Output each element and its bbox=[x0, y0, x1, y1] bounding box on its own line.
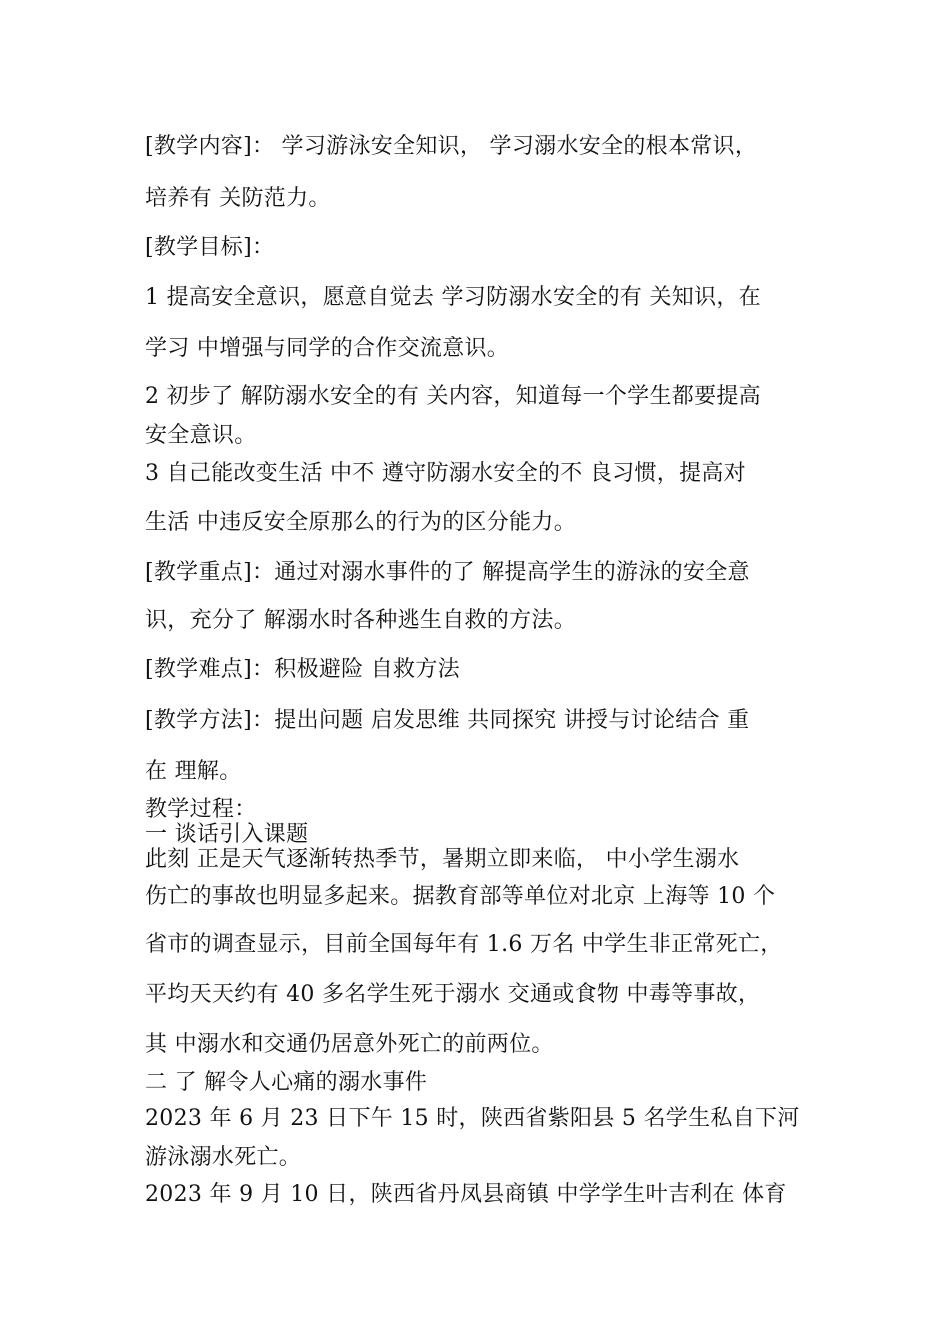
text-line: 2 初步了 解防溺水安全的有 关内容，知道每一个学生都要提高 bbox=[145, 384, 761, 409]
text-line: 在 理解。 bbox=[145, 759, 242, 784]
text-line: 省市的调查显示，目前全国每年有 1.6 万名 中学生非正常死亡， bbox=[145, 932, 783, 957]
text-line: 安全意识。 bbox=[145, 423, 257, 448]
text-line: 教学过程： bbox=[145, 797, 257, 822]
section-heading: 二 了 解令人心痛的溺水事件 bbox=[145, 1070, 428, 1095]
text-line: 其 中溺水和交通仍居意外死亡的前两位。 bbox=[145, 1032, 554, 1057]
text-line: 2023 年 6 月 23 日下午 15 时，陕西省紫阳县 5 名学生私自下河 bbox=[145, 1106, 800, 1131]
text-line: 游泳溺水死亡。 bbox=[145, 1145, 302, 1170]
text-line: 培养有 关防范力。 bbox=[145, 186, 331, 211]
text-line: 3 自己能改变生活 中不 遵守防溺水安全的不 良习惯，提高对 bbox=[145, 461, 746, 486]
text-line: 伤亡的事故也明显多起来。据教育部等单位对北京 上海等 10 个 bbox=[145, 884, 776, 909]
text-line: [教学内容]： 学习游泳安全知识， 学习溺水安全的根本常识， bbox=[145, 134, 758, 159]
text-line: 2023 年 9 月 10 日，陕西省丹凤县商镇 中学学生叶吉利在 体育 bbox=[145, 1182, 787, 1207]
text-line: 生活 中违反安全原那么的行为的区分能力。 bbox=[145, 510, 576, 535]
text-line: 识，充分了 解溺水时各种逃生自救的方法。 bbox=[145, 608, 576, 633]
text-line: 平均天天约有 40 多名学生死于溺水 交通或食物 中毒等事故， bbox=[145, 982, 761, 1007]
text-line: 此刻 正是天气逐渐转热季节，暑期立即来临， 中小学生溺水 bbox=[145, 847, 740, 872]
text-line: [教学方法]：提出问题 启发思维 共同探究 讲授与讨论结合 重 bbox=[145, 708, 750, 733]
section-heading: 一 谈话引入课题 bbox=[145, 822, 309, 847]
text-line: [教学重点]：通过对溺水事件的了 解提高学生的游泳的安全意 bbox=[145, 560, 750, 585]
text-line: [教学难点]：积极避险 自救方法 bbox=[145, 657, 460, 682]
text-line: 学习 中增强与同学的合作交流意识。 bbox=[145, 336, 510, 361]
text-line: [教学目标]： bbox=[145, 235, 275, 260]
text-line: 1 提高安全意识，愿意自觉去 学习防溺水安全的有 关知识，在 bbox=[145, 285, 761, 310]
